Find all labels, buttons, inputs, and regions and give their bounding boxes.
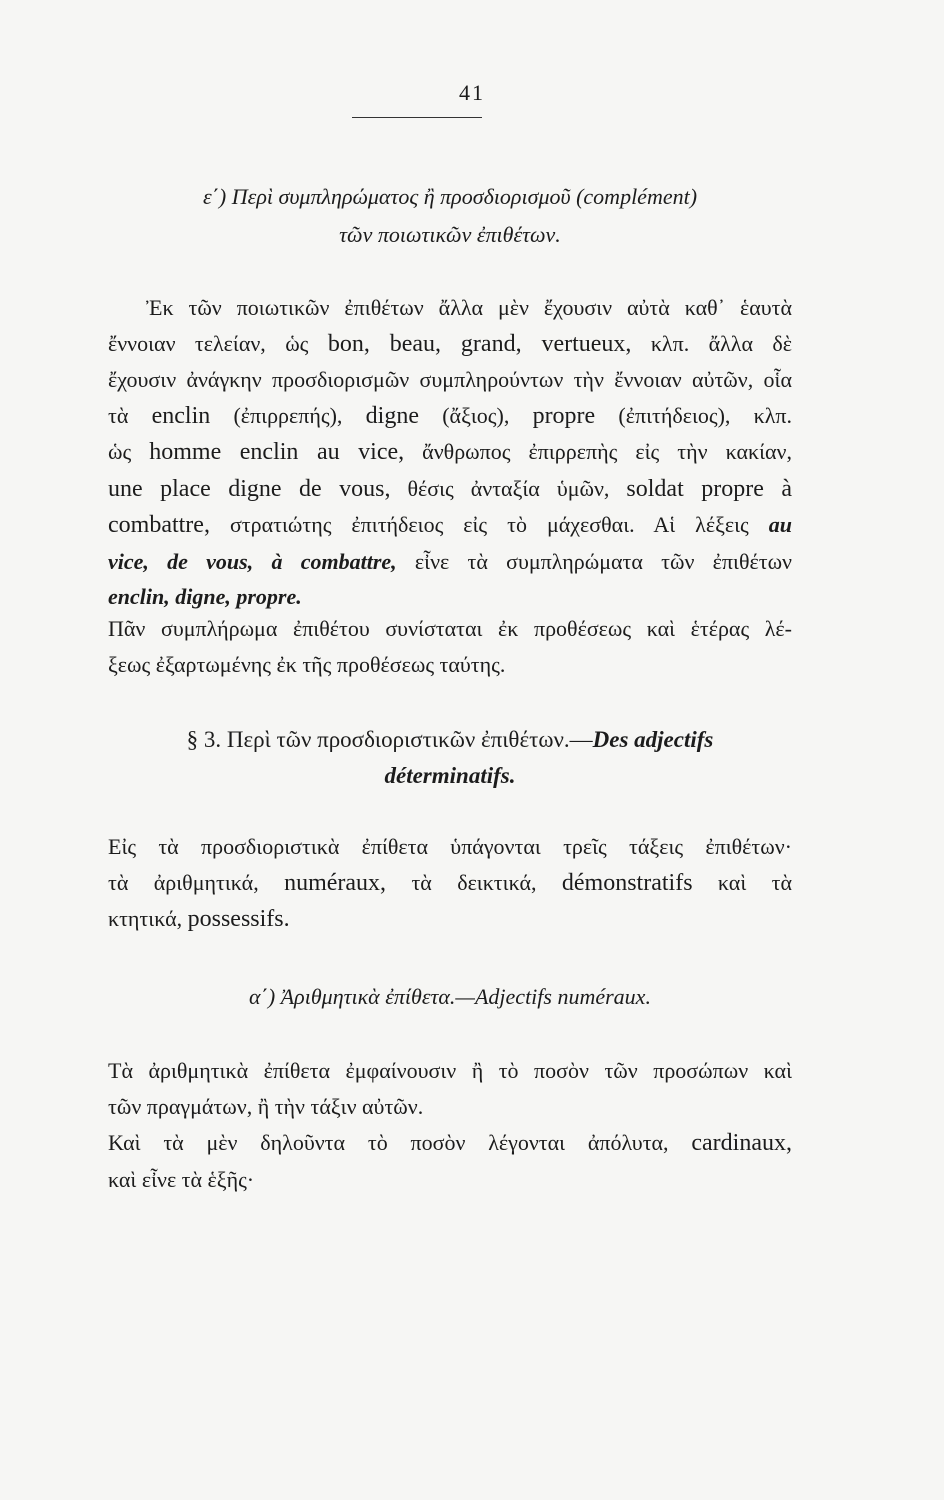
subsection-a-paragraph-1 xyxy=(108,1053,792,1124)
text-line xyxy=(108,901,792,938)
text-line: καὶ εἶνε τὰ ἑξῆς· xyxy=(108,1166,255,1192)
text-line: ξεως ἐξαρτωμένης ἐκ τῆς προθέσεως ταύτης. xyxy=(108,651,506,677)
text-line xyxy=(108,1125,792,1162)
greek-text: τὰ xyxy=(108,402,152,428)
text-line xyxy=(108,507,792,544)
heading-text: α΄) Ἀριθμητικὰ ἐπίθετα.— xyxy=(249,984,475,1009)
greek-text: θέσις ἀνταξία ὑμῶν, xyxy=(390,475,627,501)
text-line: Εἰς τὰ προσδιοριστικὰ ἐπίθετα ὑπάγονται τρεῖς τάξεις ἐπιθέτων· xyxy=(108,834,792,859)
french-text: propre xyxy=(532,402,596,429)
text-line: enclin, digne, propre. xyxy=(108,584,302,609)
greek-text: κλπ. ἄλλα δὲ xyxy=(631,330,792,356)
text-line: Τὰ ἀριθμητικὰ ἐπίθετα ἐμφαίνουσιν ἢ τὸ ποσὸν τῶν προσώπων καὶ xyxy=(108,1058,792,1083)
greek-text: (ἄξιος), xyxy=(418,402,533,428)
french-text: numéraux, xyxy=(284,869,387,896)
greek-text: τὰ δεικτικά, xyxy=(386,869,562,895)
text-line: Πᾶν συμπλήρωμα ἐπιθέτου συνίσταται ἐκ προθέσεως καὶ ἑτέρας λέ- xyxy=(108,616,792,641)
french-text: soldat propre à xyxy=(626,475,792,502)
text-line xyxy=(108,434,792,471)
heading-text: ε΄) Περὶ συμπληρώματος ἢ προσδιορισμοῦ ( xyxy=(202,184,584,209)
french-text: vice, de vous, à combattre, xyxy=(108,548,397,574)
greek-text: ἔννοιαν τελείαν, ὡς xyxy=(108,330,328,356)
text-line xyxy=(108,544,792,580)
greek-text: (ἐπιρρεπής), xyxy=(210,402,366,428)
greek-text: ἄνθρωπος ἐπιρρεπὴς εἰς τὴν κακίαν, xyxy=(404,439,792,464)
french-text: combattre, xyxy=(108,512,210,538)
french-text: homme enclin au vice, xyxy=(149,439,405,465)
greek-text: κτητικά, xyxy=(108,906,188,931)
heading-latin-term: Adjectifs numéraux. xyxy=(474,984,651,1009)
french-text: possessifs. xyxy=(187,906,290,932)
french-text: démonstratifs xyxy=(561,869,693,896)
header-rule xyxy=(352,117,482,118)
section-e-heading-line1 xyxy=(108,178,792,216)
section-symbol: § xyxy=(186,727,199,752)
section-3-paragraph xyxy=(108,829,792,938)
page-number: 41 xyxy=(459,80,485,105)
french-text: bon, beau, grand, vertueux, xyxy=(327,330,632,357)
section-e-paragraph-2 xyxy=(108,611,792,682)
greek-text: ὡς xyxy=(108,439,150,464)
heading-latin-term: complément xyxy=(583,184,690,209)
text-line: τῶν πραγμάτων, ἢ τὴν τάξιν αὐτῶν. xyxy=(108,1093,424,1119)
french-text: cardinaux, xyxy=(691,1130,792,1156)
french-text: au xyxy=(768,512,792,537)
section-3-heading xyxy=(108,722,792,794)
french-text: digne xyxy=(365,402,419,429)
text-line xyxy=(108,865,792,902)
heading-text: ) xyxy=(689,184,698,209)
section-3-heading-line1 xyxy=(108,722,792,758)
french-text: une place digne de vous, xyxy=(108,475,391,502)
heading-latin-term: Des adjectifs xyxy=(592,727,714,752)
section-e-paragraph-1 xyxy=(108,290,792,615)
text-line xyxy=(108,398,792,435)
text-line: Ἐκ τῶν ποιωτικῶν ἐπιθέτων ἄλλα μὲν ἔχουσιν αὐτὰ καθ᾽ ἑαυτὰ xyxy=(146,295,792,320)
greek-text: στρατιώτης ἐπιτήδειος εἰς τὸ μάχεσθαι. Αἱ λέξεις xyxy=(209,512,769,537)
greek-text: καὶ τὰ xyxy=(692,869,793,895)
subsection-a-paragraph-2 xyxy=(108,1125,792,1197)
text-line xyxy=(108,326,792,363)
greek-text: (ἐπιτήδειος), κλπ. xyxy=(595,402,793,428)
greek-text: Καὶ τὰ μὲν δηλοῦντα τὸ ποσὸν λέγονται ἀπόλυτα, xyxy=(108,1130,692,1155)
subsection-a-heading xyxy=(108,978,792,1016)
section-e-heading xyxy=(108,178,792,254)
text-line: ἔχουσιν ἀνάγκην προσδιορισμῶν συμπληρούντων τὴν ἔννοιαν αὐτῶν, οἷα xyxy=(108,367,792,392)
section-3-heading-line2: déterminatifs. xyxy=(384,763,516,788)
greek-text: εἶνε τὰ συμπληρώματα τῶν ἐπιθέτων xyxy=(396,548,792,574)
greek-text: τὰ ἀριθμητικά, xyxy=(108,869,285,895)
text-line xyxy=(108,471,792,508)
section-e-heading-line2: τῶν ποιωτικῶν ἐπιθέτων. xyxy=(339,222,561,247)
french-text: enclin xyxy=(151,402,211,429)
heading-text: 3. Περὶ τῶν προσδιοριστικῶν ἐπιθέτων.— xyxy=(198,727,593,752)
